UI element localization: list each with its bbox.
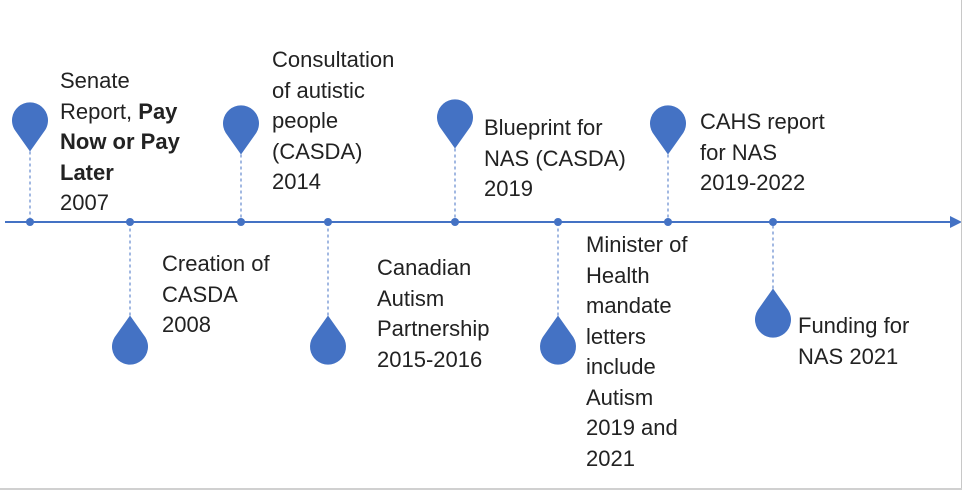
pin-cahs-report bbox=[650, 105, 686, 154]
label-senate-report bbox=[60, 66, 180, 219]
label-line: Report, Pay bbox=[60, 98, 178, 124]
label-line: Canadian bbox=[377, 255, 472, 280]
label-line: 2014 bbox=[272, 169, 321, 194]
label-line: for NAS bbox=[700, 139, 778, 165]
label-line: 2021 bbox=[586, 445, 635, 471]
label-mandate-letters bbox=[586, 230, 687, 474]
label-line: Later bbox=[60, 159, 114, 185]
pin-partnership bbox=[310, 316, 346, 365]
pin-blueprint bbox=[437, 99, 473, 148]
label-line: Consultation bbox=[272, 47, 395, 72]
pin-senate-report bbox=[12, 102, 48, 151]
label-line: Funding for bbox=[798, 313, 910, 338]
label-line: Now or Pay bbox=[60, 129, 180, 154]
label-casda-creation bbox=[162, 249, 270, 341]
label-line: Senate bbox=[60, 68, 130, 93]
label-line: 2019-2022 bbox=[700, 170, 806, 195]
label-line: 2008 bbox=[162, 312, 211, 337]
label-line: Health bbox=[586, 262, 650, 288]
label-line: Blueprint for bbox=[484, 115, 603, 140]
label-line: NAS 2021 bbox=[798, 343, 899, 369]
label-consultation bbox=[272, 45, 394, 198]
label-funding bbox=[798, 311, 909, 372]
label-line: (CASDA) bbox=[272, 138, 363, 164]
label-line: people bbox=[272, 108, 339, 133]
label-line: CASDA bbox=[162, 281, 238, 307]
label-line: NAS (CASDA) bbox=[484, 145, 626, 171]
label-line: mandate bbox=[586, 293, 672, 318]
label-partnership bbox=[377, 253, 490, 375]
label-line: Minister of bbox=[586, 232, 688, 257]
pin-mandate-letters bbox=[540, 316, 576, 365]
label-line: letters bbox=[586, 323, 646, 349]
label-line: Autism bbox=[586, 384, 654, 410]
pin-funding bbox=[755, 289, 791, 338]
label-blueprint bbox=[484, 113, 626, 205]
label-line: include bbox=[586, 354, 656, 379]
pin-casda-creation bbox=[112, 316, 148, 365]
label-line: 2019 bbox=[484, 176, 533, 201]
label-line: 2015-2016 bbox=[377, 346, 483, 372]
label-line: Autism bbox=[377, 285, 445, 311]
label-line: Partnership bbox=[377, 316, 490, 341]
label-cahs-report bbox=[700, 107, 825, 199]
label-line: 2007 bbox=[60, 190, 109, 215]
label-line: Creation of bbox=[162, 251, 270, 276]
label-line: 2019 and bbox=[586, 415, 678, 440]
label-line: CAHS report bbox=[700, 109, 825, 134]
pin-consultation bbox=[223, 105, 259, 154]
label-line: of autistic bbox=[272, 77, 365, 103]
